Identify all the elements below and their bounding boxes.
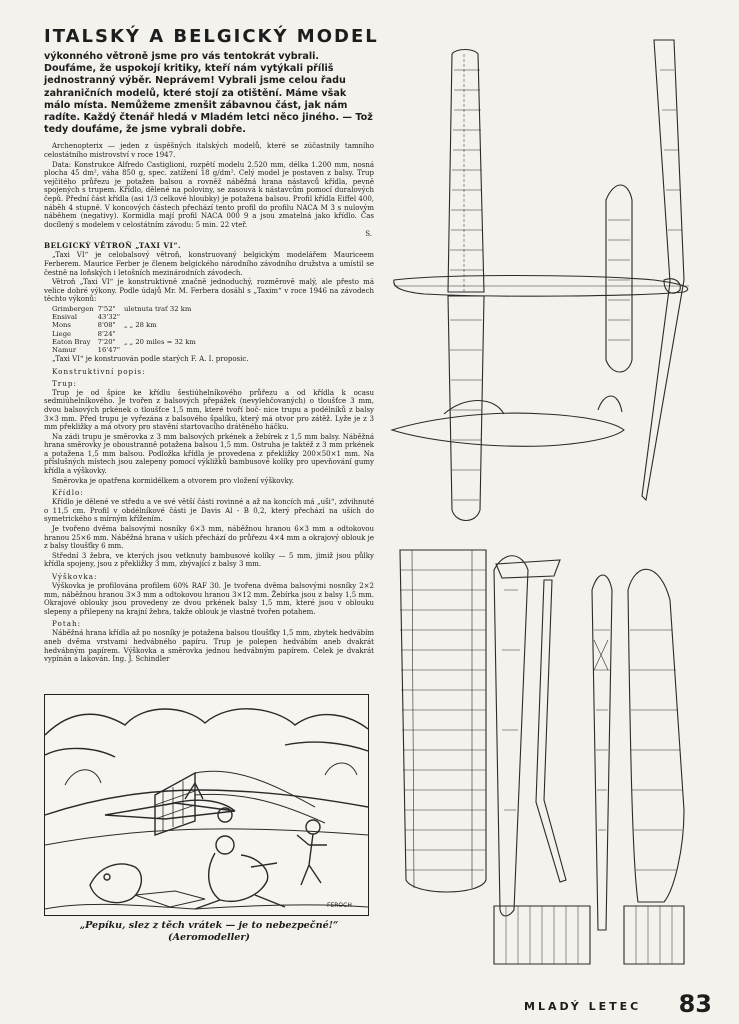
vyskovka-paragraph: Výškovka je profilována profilem 60% RAF 30. Je tvořena dvěma balsovými nosníky 2×2 mm, náběžnou hranou 3×3 mm a odtokovou hranou 3×12 mm. Žebírka jsou z balsy 1,5 mm. Okrajové oblouky jsou provedeny ze dvou prkének balsy 1,5 mm, které jsou v oblouku slepeny a přilepeny na krajní žebra, takže oblouk je vlastně tvořen potahem. bbox=[44, 582, 374, 616]
italian-signature: S. bbox=[365, 230, 372, 239]
cartoon-caption bbox=[44, 920, 374, 944]
result-note bbox=[124, 346, 200, 354]
result-place: Mons bbox=[52, 321, 71, 330]
journal-name: MLADÝ LETEC bbox=[524, 1000, 642, 1013]
article-column bbox=[44, 26, 379, 665]
result-time: 8'08" bbox=[97, 321, 116, 330]
result-row bbox=[52, 305, 200, 313]
belgian-paragraph-3: „Taxi VI“ je konstruován podle starých F. A. I. proposic. bbox=[52, 355, 249, 364]
result-note bbox=[124, 313, 200, 321]
result-note bbox=[124, 330, 200, 338]
kridlo-heading: Křídlo: bbox=[52, 488, 84, 498]
cartoonist-signature: FEROCH bbox=[327, 902, 352, 909]
construction-heading: Konstruktivní popis: bbox=[52, 366, 146, 376]
glider-plans bbox=[384, 30, 714, 990]
result-row bbox=[52, 321, 200, 329]
caption-source: (Aeromodeller) bbox=[168, 932, 250, 943]
trup-paragraph-3: Směrovka je opatřena kormidélkem a otvorem pro vložení výškovky. bbox=[52, 476, 294, 485]
result-row bbox=[52, 313, 200, 321]
result-place: Namur bbox=[52, 345, 77, 354]
kridlo-paragraph-2: Je tvořeno dvěma balsovými nosníky 6×3 mm, náběžnou hranou 6×3 mm a odtokovou hranou 25×6 mm. Náběžná hrana v uších přechází do průřezu 4×4 mm a okrajový oblouk je z balsy tloušťky 6 mm. bbox=[44, 525, 374, 551]
results-table bbox=[52, 305, 200, 354]
result-place: Eaton Bray bbox=[52, 337, 91, 346]
potah-paragraph bbox=[44, 629, 374, 663]
article-title: ITALSKÝ A BELGICKÝ MODEL bbox=[44, 26, 379, 47]
caption-quote: „Pepíku, slez z těch vrátek — je to nebezpečné!“ bbox=[79, 920, 339, 931]
trup-paragraph-1: Trup je od špice ke křídlu šestiúhelníkového průřezu a od křídla k ocasu sedmiúhelníkového. Je tvořen z balsových přepážek (nevylehčovaných) o tloušťce 3 mm, dvou balsových prkének o tloušťce 1,5 mm, které tvoří boč- nice trupu a podélníků z balsy 3×3 mm. Před trupu je vyřezána z balsového špalíku, který má otvor pro zátěž. Lyže je z 3 mm překližky a má otvory pro stavění startovacího drátěného háčku. bbox=[44, 388, 374, 432]
belgian-heading: BELGICKÝ VĚTROŇ „TAXI VI“. bbox=[44, 241, 181, 251]
result-place: Grimbergen bbox=[52, 304, 94, 313]
trup-heading: Trup: bbox=[52, 378, 77, 388]
result-time: 43'32" bbox=[97, 313, 120, 322]
result-note: „ „ 28 km bbox=[123, 321, 157, 330]
technical-drawings bbox=[384, 30, 714, 990]
page-footer bbox=[524, 990, 724, 1018]
article-intro: výkonného větroně jsme pro vás tentokrát vybrali. Doufáme, že uspokojí kritiky, kteří nám vytýkali příliš jednostranný výběr. Neprávem! Vybrali jsme celou řadu zahraničních modelů, které stojí za otištění. Máme však málo místa. Nemůžeme zmenšit zábavnou část, jak nám radíte. Každý čtenář hledá v Mladém letci něco jiného. — Tož tedy doufáme, že jsme vybrali dobře. bbox=[44, 51, 373, 136]
page-number: 83 bbox=[678, 990, 712, 1018]
potah-heading: Potah: bbox=[52, 619, 82, 629]
result-row bbox=[52, 346, 200, 354]
author-name: Ing. J. Schindler bbox=[112, 655, 170, 664]
kridlo-paragraph-3: Střední 3 žebra, ve kterých jsou vetknuty bambusové kolíky — 5 mm, jimiž jsou půlky křídla spojeny, jsou z překližky 3 mm, zbývající z balsy 3 mm. bbox=[44, 551, 374, 569]
result-time: 16'47" bbox=[97, 345, 120, 354]
result-row bbox=[52, 330, 200, 338]
italian-model-intro: Archenopterix — jeden z úspěšných italských modelů, které se zúčastnily tamního celostátního mistrovství v roce 1947. bbox=[44, 142, 374, 160]
result-time: 7'20" bbox=[97, 337, 116, 346]
cartoon-illustration bbox=[44, 694, 369, 916]
trup-paragraph-2: Na zádi trupu je směrovka z 3 mm balsových prkének a žebírek z 1,5 mm balsy. Náběžná hrana směrovky je oboustranně potažena balsou 1,5 mm. Ostruha je taktéž z 3 mm prkének a potažena 1,5 mm balsou. Podložka křídla je provedena z překližky 200×50×1 mm. Na příslušných místech jsou zalepeny pomocí výkližků bambusové kolíky pro upevňování gumy křídla a výškovky. bbox=[44, 432, 374, 476]
kridlo-paragraph-1: Křídlo je dělené ve středu a ve své větší části rovinné a až na koncích má „uši“, zdvihnuté o 11,5 cm. Profil v obdélníkové části je Davis Al - B 0,2, který přechází na uších do symetrického s mírným křížením. bbox=[44, 498, 374, 524]
italian-model-data: Data: Konstrukce Alfredo Castiglioni, rozpětí modelu 2.520 mm, délka 1.200 mm, nosná plocha 45 dm², váha 850 g, spec. zatížení 18 g/dm². Celý model je postaven z balsy. Trup vejčitého průřezu je potažen balsou a rovněž náběžná hrana nástavců křídla, pevně spojených s trupem. Křídlo, dělené na poloviny, se zasouvá k nástavcům pomocí duralových čepů. Přední část křídla (asi 1/3 celkové hloubky) je potažena balsou. Profil křídla Eiffel 400, náběh 4 stupně. V koncových částech přechází tento profil do profilu NACA M 3 s nulovým náběhem (negativy). Kormidla mají profil NACA 000 9 a jsou zmatelná jako křídlo. Čas docílený s modelem v celostátním závodu: 5 min. 22 vteř. bbox=[44, 160, 374, 229]
result-place: Liege bbox=[52, 329, 72, 338]
result-time: 7'52" bbox=[97, 304, 116, 313]
belgian-paragraph-2: Větroň „Taxi VI“ je konstruktivně značně jednoduchý, rozměrově malý, ale přesto má velice dobré výkony. Podle údajů Mr. M. Ferbera dosáhl s „Taxim“ v roce 1946 na závodech těchto výkonů: bbox=[44, 278, 374, 304]
result-row bbox=[52, 338, 200, 346]
result-note: uletnuta trať 32 km bbox=[123, 304, 192, 313]
result-time: 8'24" bbox=[97, 329, 116, 338]
cartoon-drawing bbox=[45, 695, 368, 915]
potah-text: Náběžná hrana křídla až po nosníky je potažena balsou tloušťky 1,5 mm, zbytek hedvábím aneb dvěma vrstvami hedvábného papíru. Trup je polepen hedvábím aneb dvakrát hedvábným papírem. Výškovka a směrovka jednou hedvábným papírem. Celek je dvakrát vypínán a lakován. bbox=[44, 629, 374, 664]
result-note: „ „ 20 miles = 32 km bbox=[123, 337, 196, 346]
belgian-paragraph-1: „Taxi VI“ je celobalsový větroň, konstruovaný belgickým modelářem Mauriceem Ferberem. Maurice Ferber je členem belgického národního závodního družstva a umístil se čestně na loňských i letošních mezinárodních závodech. bbox=[44, 251, 374, 277]
vyskovka-heading: Výškovka: bbox=[52, 572, 98, 582]
result-place: Ensival bbox=[52, 313, 78, 322]
